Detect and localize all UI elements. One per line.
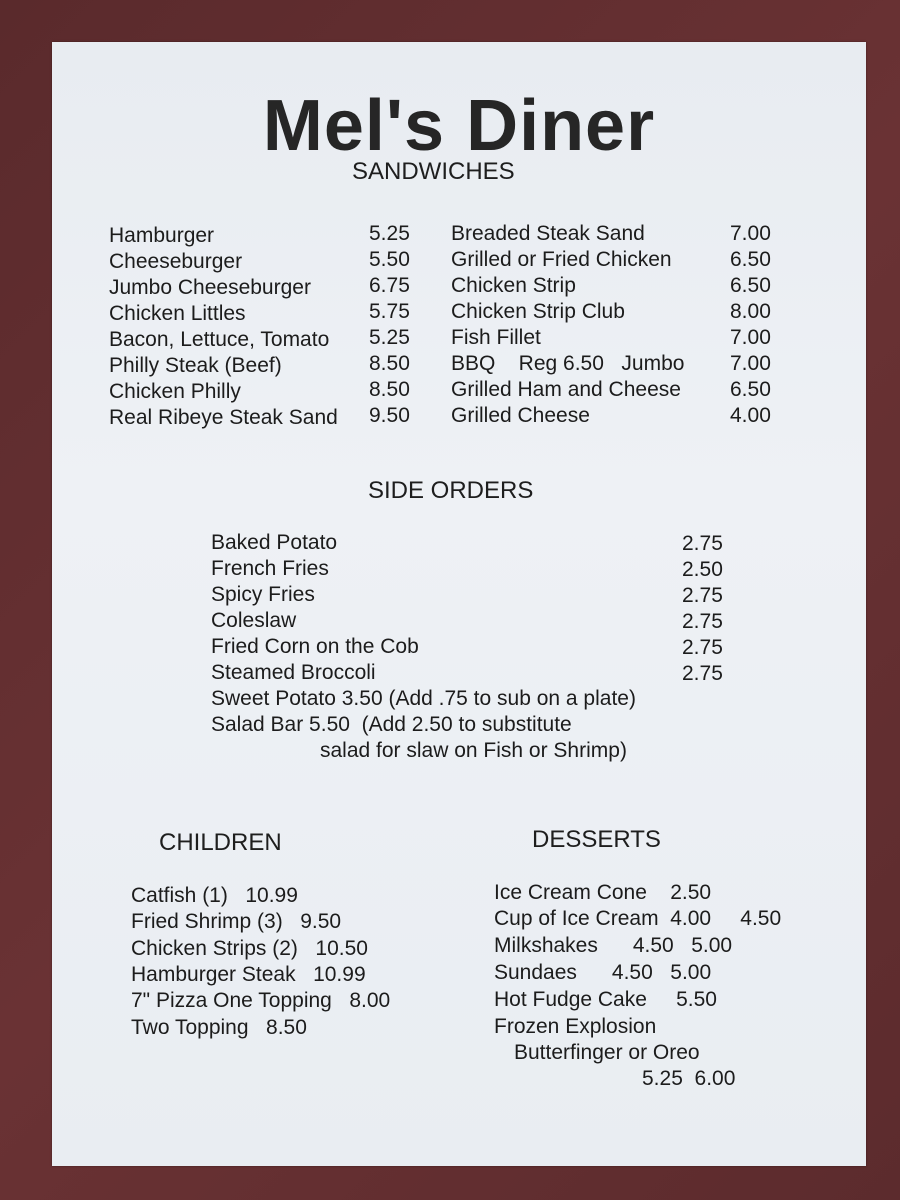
menu-item: 7" Pizza One Topping 8.00 [131,989,391,1012]
side-orders-heading: SIDE ORDERS [368,477,534,504]
menu-item-name: Spicy Fries [211,583,315,606]
menu-item-price: 6.50 [730,248,771,271]
menu-item-price: 5.25 [369,222,410,245]
menu-item-price: 7.00 [730,352,771,375]
menu-item-price: 8.00 [730,300,771,323]
menu-item: Hot Fudge Cake 5.50 [494,988,717,1011]
menu-item-name: Fish Fillet [451,326,541,349]
menu-item-price: 8.50 [369,378,410,401]
menu-item-price: 2.75 [682,610,723,633]
menu-item-price: 6.50 [730,378,771,401]
menu-sheet [52,42,866,1166]
menu-item-price: 7.00 [730,222,771,245]
menu-item: Hamburger Steak 10.99 [131,963,366,986]
diner-title: Mel's Diner [262,86,656,166]
menu-item-price: 5.75 [369,300,410,323]
menu-item-name: Bacon, Lettuce, Tomato [109,328,330,351]
menu-item-name: Chicken Strip Club [451,300,625,323]
menu-item-price: 2.75 [682,584,723,607]
menu-item-name: Grilled Ham and Cheese [451,378,681,401]
menu-item-price: 5.25 6.00 [642,1067,736,1090]
menu-item: Milkshakes 4.50 5.00 [494,934,733,957]
menu-item-price: 2.75 [682,636,723,659]
menu-item: Two Topping 8.50 [131,1016,307,1039]
menu-item-price: 7.00 [730,326,771,349]
menu-item-name: Baked Potato [211,531,338,554]
menu-item-price: 5.25 [369,326,410,349]
menu-item-name: Chicken Littles [109,302,246,325]
menu-item-price: 2.75 [682,662,723,685]
menu-item: Ice Cream Cone 2.50 [494,881,712,904]
side-note: Salad Bar 5.50 (Add 2.50 to substitute [211,713,572,736]
menu-item-name: Chicken Strip [451,274,576,297]
menu-item-price: 4.00 [730,404,771,427]
menu-item: Sundaes 4.50 5.00 [494,961,712,984]
menu-item-name: Breaded Steak Sand [451,222,645,245]
menu-item-price: 6.50 [730,274,771,297]
menu-item-price: 5.50 [369,248,410,271]
menu-item-price: 8.50 [369,352,410,375]
desserts-heading: DESSERTS [532,826,661,853]
menu-item: Catfish (1) 10.99 [131,884,298,907]
menu-item-name: Cheeseburger [109,250,243,273]
menu-item-name: French Fries [211,557,329,580]
menu-item-price: 9.50 [369,404,410,427]
menu-item: Frozen Explosion [494,1015,657,1038]
menu-item-name: Coleslaw [211,609,297,632]
menu-item-name: Chicken Philly [109,380,241,403]
menu-item-name: Fried Corn on the Cob [211,635,419,658]
children-heading: CHILDREN [159,829,282,856]
menu-item-price: 6.75 [369,274,410,297]
menu-item: Fried Shrimp (3) 9.50 [131,910,342,933]
menu-item-name: Philly Steak (Beef) [109,354,282,377]
menu-item: Chicken Strips (2) 10.50 [131,937,368,960]
menu-item: Butterfinger or Oreo [514,1041,700,1064]
menu-item-name: Real Ribeye Steak Sand [109,406,338,429]
menu-item: Cup of Ice Cream 4.00 4.50 [494,907,782,930]
menu-item-name: Steamed Broccoli [211,661,376,684]
menu-item-name: BBQ Reg 6.50 Jumbo [451,352,685,375]
side-note: salad for slaw on Fish or Shrimp) [320,739,627,762]
menu-item-price: 2.50 [682,558,723,581]
menu-item-name: Hamburger [109,224,215,247]
menu-item-name: Jumbo Cheeseburger [109,276,311,299]
menu-item-name: Grilled Cheese [451,404,590,427]
side-note: Sweet Potato 3.50 (Add .75 to sub on a plate) [211,687,636,710]
sandwiches-heading: SANDWICHES [352,158,515,185]
menu-item-name: Grilled or Fried Chicken [451,248,672,271]
menu-item-price: 2.75 [682,532,723,555]
